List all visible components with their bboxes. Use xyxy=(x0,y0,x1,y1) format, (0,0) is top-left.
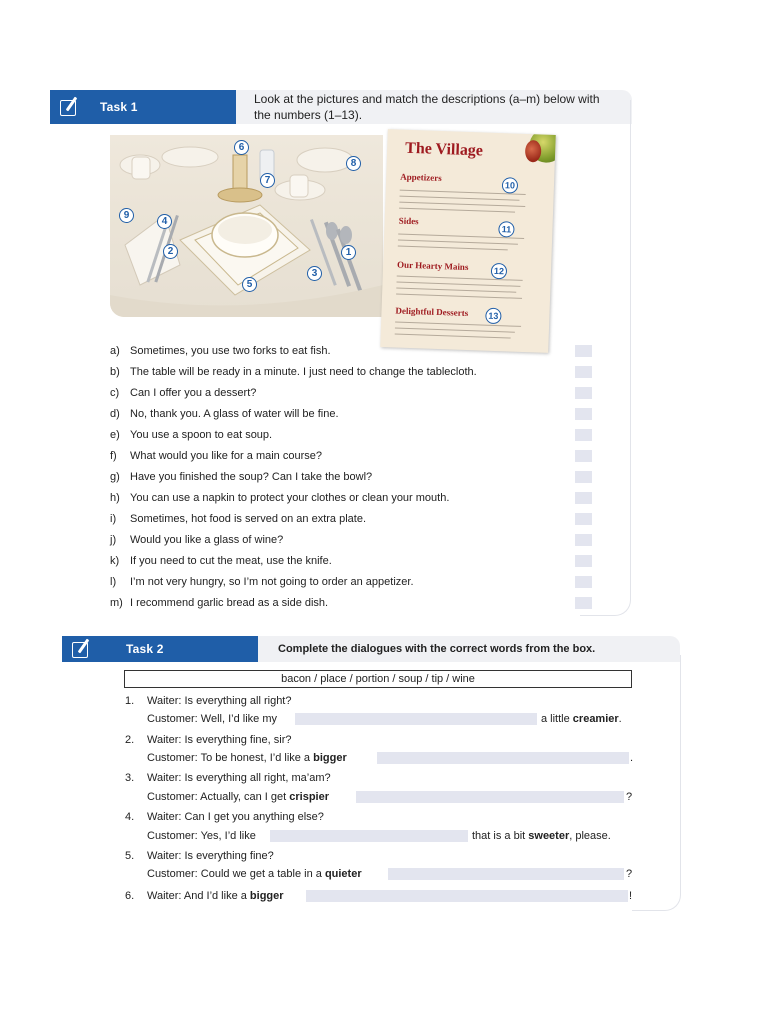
menu-title: The Village xyxy=(404,139,484,160)
sentence-d: d) No, thank you. A glass of water will be fine. xyxy=(110,408,339,420)
pencil-paper-icon xyxy=(70,640,92,658)
pencil-paper-icon xyxy=(58,98,80,116)
sentence-m: m) I recommend garlic bread as a side dish. xyxy=(110,597,329,609)
menu-line xyxy=(399,202,525,207)
photo-number-2: 2 xyxy=(163,244,178,259)
menu-line xyxy=(399,208,515,213)
sentence-a: a) Sometimes, you use two forks to eat fish. xyxy=(110,345,331,357)
menu-line xyxy=(395,328,515,333)
task1-instruction-line2: the numbers (1–13). xyxy=(254,108,363,122)
task2-card-edge xyxy=(632,655,681,911)
dialogue-2-blank[interactable] xyxy=(377,752,629,764)
dialogue-3-blank[interactable] xyxy=(356,791,624,803)
photo-number-3: 3 xyxy=(307,266,322,281)
dialogue-6-end: ! xyxy=(629,890,633,902)
dialogue-5-customer-end: ? xyxy=(626,868,633,880)
task1-instruction-line1: Look at the pictures and match the descriptions (a–m) below with xyxy=(254,92,600,106)
word-box-text: bacon / place / portion / soup / tip / wine xyxy=(281,673,475,685)
sentence-h: h) You can use a napkin to protect your clothes or clean your mouth. xyxy=(110,492,450,504)
dialogue-4-customer-end: that is a bit sweeter, please. xyxy=(472,830,611,842)
menu-line xyxy=(398,240,518,245)
task1-label: Task 1 xyxy=(100,100,138,114)
menu-card xyxy=(380,129,556,353)
dialogue-1-waiter: 1. Waiter: Is everything all right? xyxy=(125,695,292,707)
word-box xyxy=(124,670,632,688)
task1-tab xyxy=(50,90,236,124)
menu-number-12: 12 xyxy=(491,263,508,280)
dialogue-4-waiter: 4. Waiter: Can I get you anything else? xyxy=(125,811,324,823)
menu-line xyxy=(396,294,522,299)
sentence-f: f) What would you like for a main course? xyxy=(110,450,322,462)
menu-line xyxy=(396,288,516,293)
task1-instruction xyxy=(236,90,632,124)
menu-section-sides: Sides xyxy=(398,215,419,227)
task2-header xyxy=(62,636,680,662)
table-setting-photo xyxy=(110,135,383,317)
dialogue-3-customer-end: ? xyxy=(626,791,633,803)
task2-tab xyxy=(62,636,258,662)
sentence-i: i) Sometimes, hot food is served on an extra plate. xyxy=(110,513,367,525)
menu-section-mains: Our Hearty Mains xyxy=(396,259,469,273)
dialogue-4-blank[interactable] xyxy=(270,830,468,842)
photo-number-5: 5 xyxy=(242,277,257,292)
menu-line xyxy=(395,333,511,338)
menu-number-10: 10 xyxy=(502,177,519,194)
sentence-k: k) If you need to cut the meat, use the knife. xyxy=(110,555,332,567)
sentence-e: e) You use a spoon to eat soup. xyxy=(110,429,273,441)
menu-section-appetizers: Appetizers xyxy=(400,171,442,184)
photo-number-9: 9 xyxy=(119,208,134,223)
menu-number-11: 11 xyxy=(498,221,515,238)
photo-number-4: 4 xyxy=(157,214,172,229)
dialogue-3-customer: Customer: Actually, can I get crispier xyxy=(147,791,329,803)
dialogue-5-blank[interactable] xyxy=(388,868,624,880)
menu-line xyxy=(395,322,521,327)
menu-number-13: 13 xyxy=(485,308,502,325)
dialogue-4-customer: Customer: Yes, I’d like xyxy=(147,830,256,842)
sentence-g: g) Have you finished the soup? Can I take the bowl? xyxy=(110,471,373,483)
dialogue-5-waiter: 5. Waiter: Is everything fine? xyxy=(125,850,274,862)
dialogue-6-waiter: 6. Waiter: And I’d like a bigger xyxy=(125,890,284,902)
dialogue-2-customer-end: . xyxy=(630,752,634,764)
task1-card-edge xyxy=(580,100,631,616)
task2-instruction: Complete the dialogues with the correct words from the box. xyxy=(258,636,680,662)
dialogue-1-blank[interactable] xyxy=(295,713,537,725)
dialogue-1-customer: Customer: Well, I’d like my xyxy=(147,713,277,725)
photo-number-6: 6 xyxy=(234,140,249,155)
sentence-c: c) Can I offer you a dessert? xyxy=(110,387,257,399)
dialogue-2-customer: Customer: To be honest, I’d like a bigger xyxy=(147,752,347,764)
dialogue-1-customer-end: a little creamier. xyxy=(541,713,622,725)
menu-line xyxy=(397,282,521,287)
dialogue-6-blank[interactable] xyxy=(306,890,628,902)
sentence-j: j) Would you like a glass of wine? xyxy=(110,534,284,546)
dialogue-2-waiter: 2. Waiter: Is everything fine, sir? xyxy=(125,734,292,746)
task1-header xyxy=(50,90,632,124)
sentence-l: l) I’m not very hungry, so I’m not going to order an appetizer. xyxy=(110,576,414,588)
menu-line xyxy=(398,246,508,251)
photo-number-7: 7 xyxy=(260,173,275,188)
photo-number-1: 1 xyxy=(341,245,356,260)
task2-label: Task 2 xyxy=(126,642,164,656)
dialogue-3-waiter: 3. Waiter: Is everything all right, ma’am? xyxy=(125,772,331,784)
menu-section-desserts: Delightful Desserts xyxy=(395,305,469,319)
sentence-b: b) The table will be ready in a minute. I just need to change the tablecloth. xyxy=(110,366,477,378)
dialogue-5-customer: Customer: Could we get a table in a quieter xyxy=(147,868,362,880)
photo-number-8: 8 xyxy=(346,156,361,171)
menu-line xyxy=(400,196,520,201)
